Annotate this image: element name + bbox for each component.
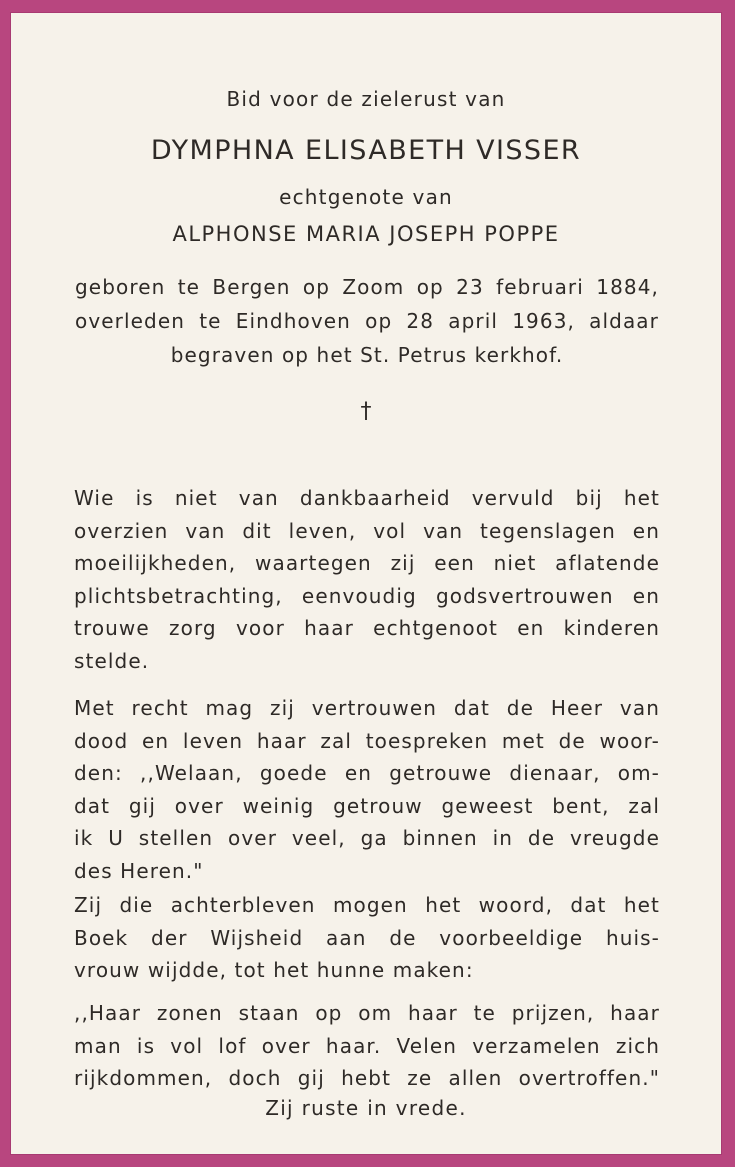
closing-line: Zij ruste in vrede. <box>265 1096 467 1120</box>
text-line: dat gij over weinig getrouw geweest bent, zal <box>74 793 660 818</box>
text-line: ,,Haar zonen staan op om haar te prijzen, haar <box>74 1001 660 1025</box>
memorial-card <box>10 12 722 1155</box>
prayer-intro: Bid voor de zielerust van <box>226 87 506 111</box>
life-dates <box>75 270 659 372</box>
death-line: overleden te Eindhoven op 28 april 1963, aldaar <box>75 309 659 333</box>
burial-line: begraven op het St. Petrus kerkhof. <box>170 343 564 367</box>
text-line: man is vol lof over haar. Velen verzamelen zich <box>74 1033 660 1058</box>
paragraph-wisdom <box>74 889 660 987</box>
spouse-name: ALPHONSE MARIA JOSEPH POPPE <box>172 222 560 246</box>
text-line: Met recht mag zij vertrouwen dat de Heer van <box>74 696 660 720</box>
spouse-intro: echtgenote van <box>279 185 453 209</box>
deceased-name: DYMPHNA ELISABETH VISSER <box>150 135 582 166</box>
text-line: den: ,,Welaan, goede en getrouwe dienaar, om- <box>74 761 660 785</box>
paragraph-tribute <box>74 482 660 677</box>
text-line: Boek der Wijsheid aan de voorbeeldige huis- <box>74 925 660 950</box>
text-line: trouwe zorg voor haar echtgenoot en kinderen <box>74 616 660 640</box>
text-line: dood en leven haar zal toespreken met de woor- <box>74 728 660 753</box>
cross-icon: † <box>360 399 372 424</box>
text-line: vrouw wijdde, tot het hunne maken: <box>74 958 474 982</box>
text-line: stelde. <box>74 648 150 673</box>
text-line: des Heren." <box>74 858 204 883</box>
text-line: rijkdommen, doch gij hebt ze allen overtroffen." <box>74 1066 660 1090</box>
text-line: Wie is niet van dankbaarheid vervuld bij het <box>74 486 660 510</box>
paragraph-faith <box>74 692 660 887</box>
text-line: moeilijkheden, waartegen zij een niet aflatende <box>74 551 660 575</box>
text-line: overzien van dit leven, vol van tegenslagen en <box>74 518 660 543</box>
text-line: ik U stellen over veel, ga binnen in de vreugde <box>74 826 660 850</box>
birth-line: geboren te Bergen op Zoom op 23 februari 1884, <box>75 275 659 299</box>
text-line: Zij die achterbleven mogen het woord, dat het <box>74 893 660 917</box>
paragraph-quote <box>74 997 660 1095</box>
text-line: plichtsbetrachting, eenvoudig godsvertrouwen en <box>74 583 660 608</box>
